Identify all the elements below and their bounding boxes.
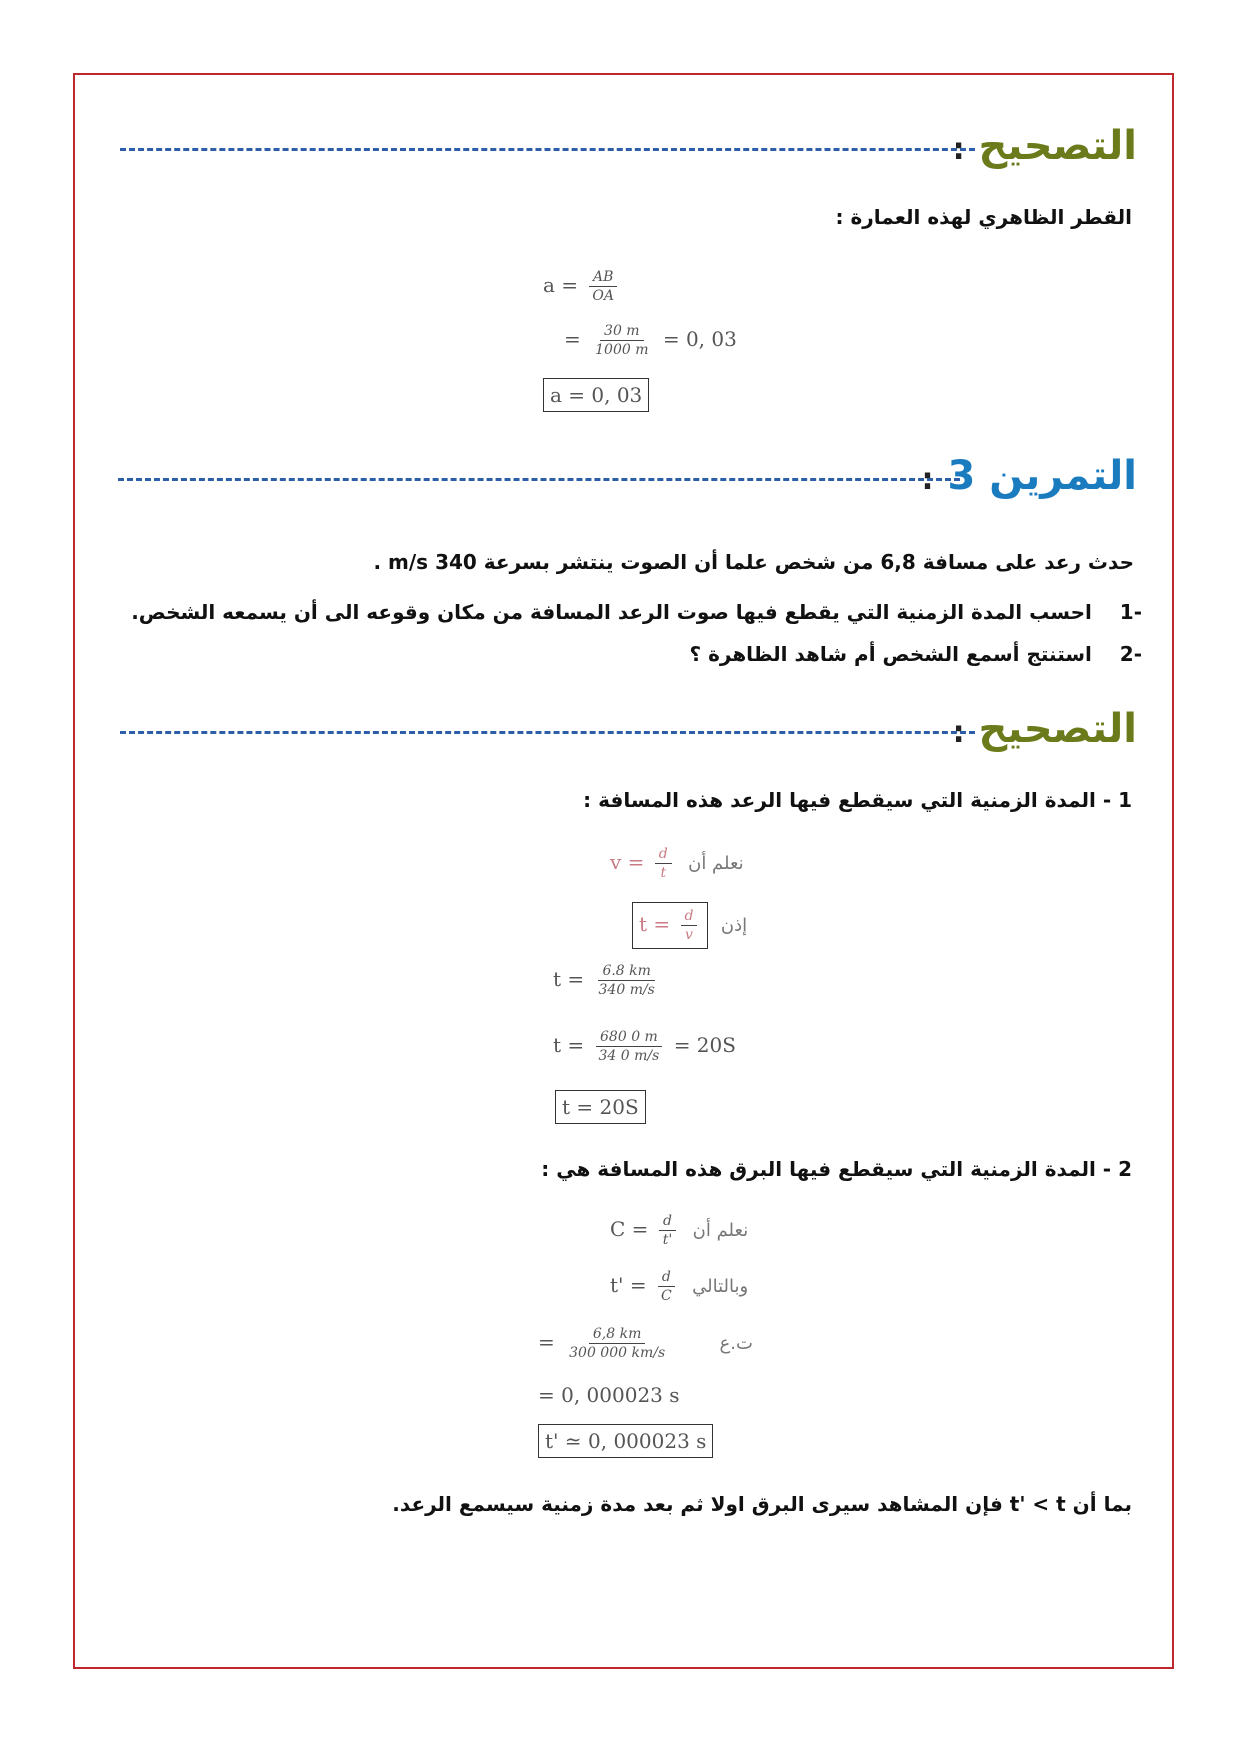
correction-heading-2 <box>953 705 1137 757</box>
question-text: استنتج أسمع الشخص أم شاهد الظاهرة ؟ <box>689 642 1092 666</box>
apparent-diameter-formula <box>543 268 622 305</box>
fraction-denominator: t <box>660 865 667 881</box>
correction-heading-2-colon: : <box>952 715 965 750</box>
light-time-calc-step1 <box>538 1325 753 1362</box>
dashed-separator <box>120 148 975 151</box>
fraction <box>591 322 652 359</box>
time-calc-step2 <box>553 1028 736 1065</box>
fraction-numerator: 30 m <box>600 322 644 341</box>
exercise3-question-1 <box>131 600 1142 624</box>
fraction-denominator: 340 m/s <box>598 982 655 998</box>
question-number: -2 <box>1119 642 1142 666</box>
exercise3-question-2 <box>690 642 1143 666</box>
boxed-result: t' ≃ 0, 000023 s <box>538 1424 713 1458</box>
formula-lhs: t = <box>553 1033 585 1057</box>
light-time-calc-step2: = 0, 000023 s <box>538 1383 680 1407</box>
correction-heading-1 <box>953 122 1137 174</box>
exercise3-intro: حدث رعد على مسافة 6,8 من شخص علما أن الصوت ينتشر بسرعة 340 m/s . <box>373 550 1134 574</box>
apparent-diameter-calc <box>564 322 737 359</box>
fraction <box>595 962 659 999</box>
dashed-separator <box>120 731 975 734</box>
exercise3-heading-colon: : <box>921 462 934 497</box>
fraction <box>681 907 698 944</box>
part1-title: 1 - المدة الزمنية التي سيقطع فيها الرعد هذه المسافة : <box>583 788 1132 812</box>
formula-lhs: v = <box>610 850 645 874</box>
fraction-numerator: AB <box>589 268 617 287</box>
fraction-numerator: d <box>659 1212 676 1231</box>
fraction-numerator: d <box>658 1268 675 1287</box>
formula-lhs: a = <box>543 273 579 297</box>
fraction-denominator: t' <box>662 1232 673 1248</box>
fraction-denominator: 300 000 km/s <box>569 1345 666 1361</box>
fraction-numerator: d <box>681 907 698 926</box>
correction-heading-2-text: التصحيح <box>978 706 1137 752</box>
equals-sign: = <box>564 327 581 351</box>
boxed-formula <box>632 902 708 949</box>
light-speed-formula <box>610 1212 748 1249</box>
exercise3-heading-text: التمرين 3 <box>947 453 1137 499</box>
boxed-result: a = 0, 03 <box>543 378 649 412</box>
formula-lhs: t = <box>639 912 671 936</box>
fraction <box>655 845 672 882</box>
formula-lhs: t' = <box>610 1273 647 1297</box>
time-calc-step1 <box>553 962 663 999</box>
fraction-numerator: 6.8 km <box>598 962 654 981</box>
equals-sign: = <box>538 1330 555 1354</box>
correction-heading-1-text: التصحيح <box>978 123 1137 169</box>
question-number: -1 <box>1119 600 1142 624</box>
conclusion: بما أن t' < t فإن المشاهد سيرى البرق اولا ثم بعد مدة زمنية سيسمع الرعد. <box>392 1492 1132 1516</box>
fraction <box>659 1212 676 1249</box>
therefore-label: إذن <box>720 915 748 936</box>
fraction-denominator: 1000 m <box>595 342 649 358</box>
sound-speed-formula <box>610 845 744 882</box>
light-time-result-box <box>538 1424 713 1458</box>
we-know-label: نعلم أن <box>692 1220 749 1241</box>
fraction-denominator: 34 0 m/s <box>598 1048 660 1064</box>
fraction-denominator: v <box>685 927 693 943</box>
apparent-diameter-result-box <box>543 378 649 412</box>
section1-statement: القطر الظاهري لهذه العمارة : <box>835 205 1132 229</box>
correction-heading-1-colon: : <box>952 132 965 167</box>
fraction <box>565 1325 669 1362</box>
fraction-numerator: 6,8 km <box>589 1325 645 1344</box>
fraction-denominator: C <box>661 1288 672 1304</box>
formula-lhs: t = <box>553 967 585 991</box>
boxed-result: t = 20S <box>555 1090 646 1124</box>
consequently-label: وبالتالي <box>692 1276 749 1297</box>
formula-lhs: C = <box>610 1217 649 1241</box>
fraction-numerator: 680 0 m <box>596 1028 662 1047</box>
calc-result: = 0, 03 <box>662 327 737 351</box>
fraction <box>657 1268 676 1305</box>
calc-result: = 20S <box>673 1033 736 1057</box>
numeric-application-label: ت.ع <box>719 1333 753 1354</box>
question-text: احسب المدة الزمنية التي يقطع فيها صوت الرعد المسافة من مكان وقوعه الى أن يسمعه الشخص. <box>131 600 1092 624</box>
fraction <box>588 268 618 305</box>
fraction <box>595 1028 664 1065</box>
part2-title: 2 - المدة الزمنية التي سيقطع فيها البرق هذه المسافة هي : <box>541 1157 1132 1181</box>
we-know-label: نعلم أن <box>688 853 744 874</box>
light-time-formula <box>610 1268 748 1305</box>
fraction-numerator: d <box>655 845 672 864</box>
time-formula <box>632 902 747 949</box>
dashed-separator <box>118 478 960 481</box>
fraction-denominator: OA <box>592 288 614 304</box>
time-result-box <box>555 1090 646 1124</box>
